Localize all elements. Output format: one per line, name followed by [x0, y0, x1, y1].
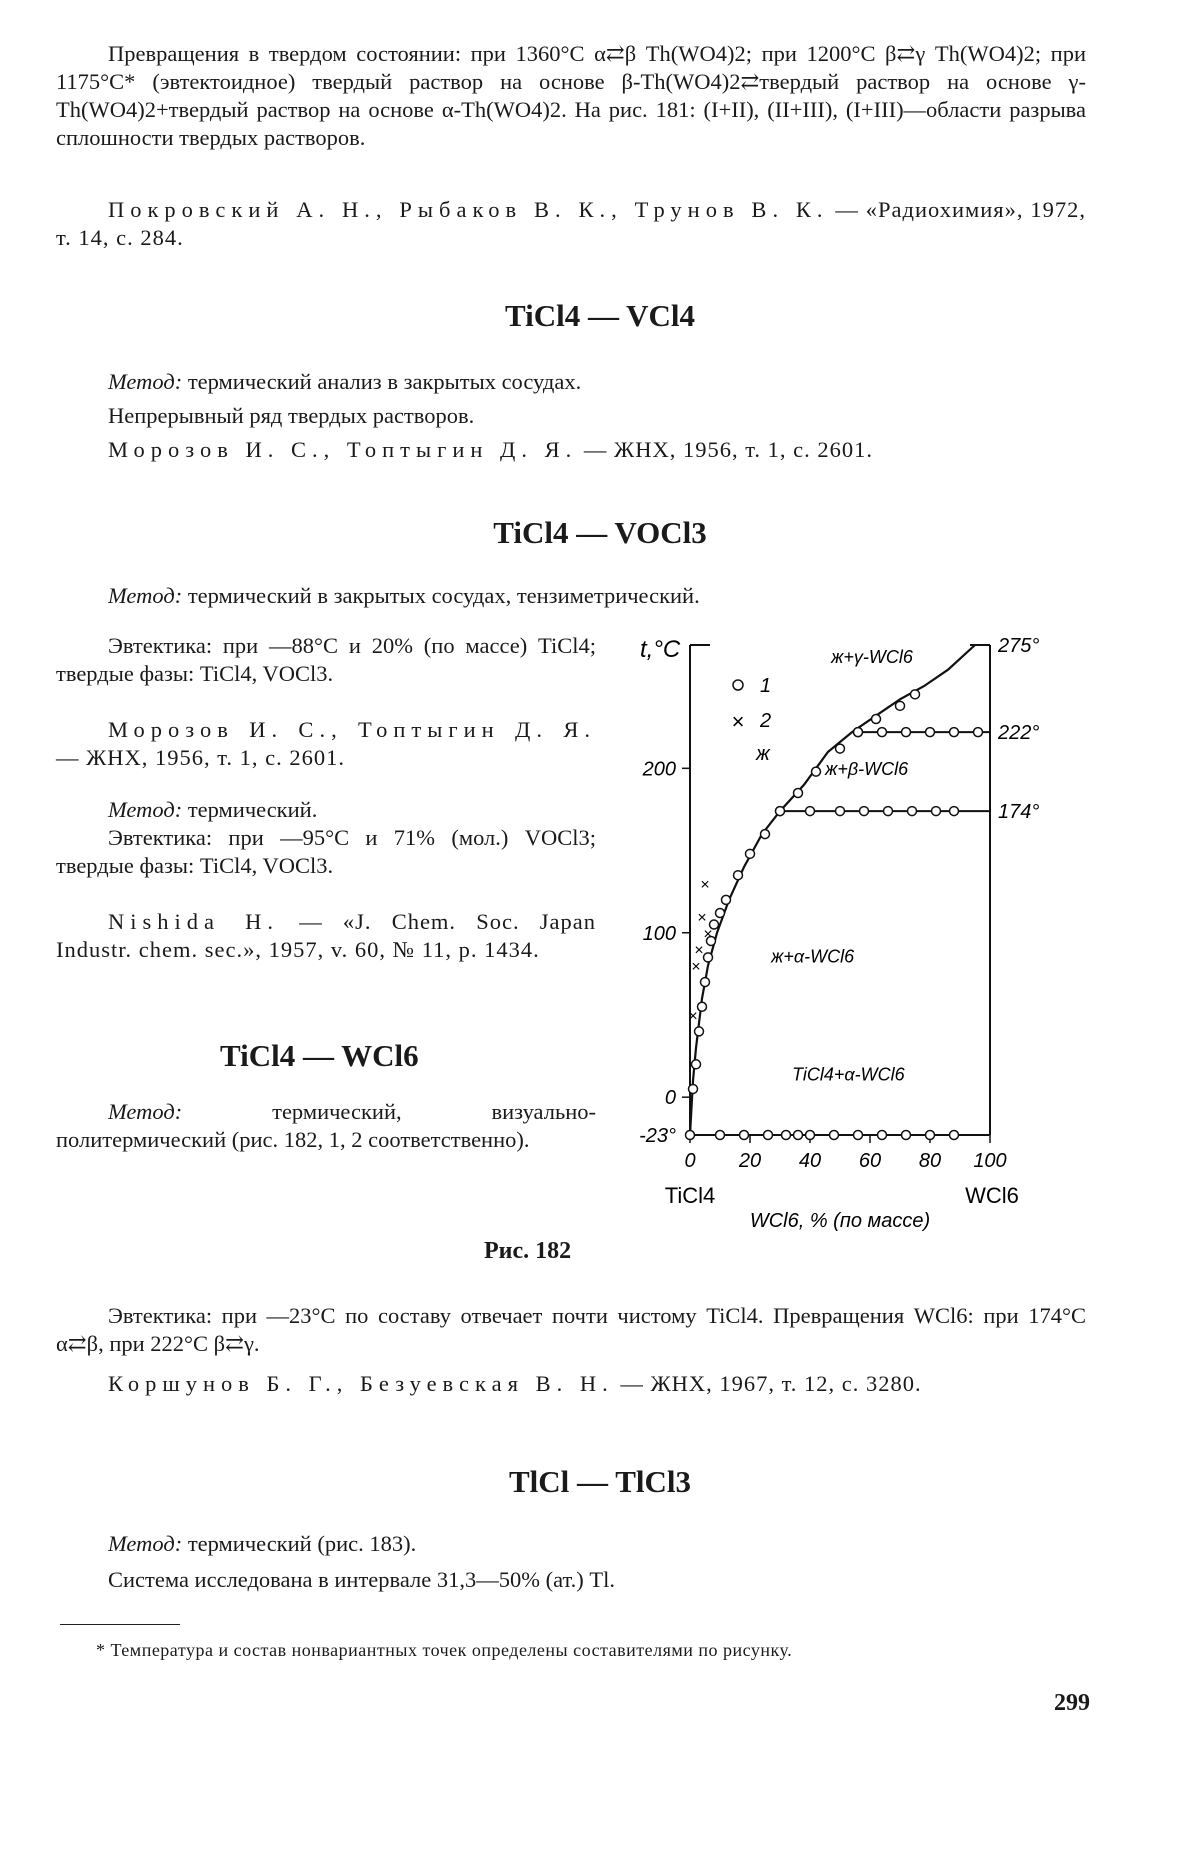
data-point — [782, 1131, 791, 1140]
intro-paragraph: Превращения в твердом состоянии: при 1360°C α⇄β Th(WO4)2; при 1200°C β⇄γ Th(WO4)2; при 1175°C* (эвтектоидное) твердый раствор на основе β-Th(WO4)2⇄твердый раствор на основе γ-Th(WO4)2+твердый раствор на основе α-Th(WO4)2. На рис. 181: (I+II), (II+III), (I+III)—области разрыва сплошности твердых растворов. — [56, 41, 1086, 150]
data-point — [704, 953, 713, 962]
section-title-tlcl-tlcl3: TlCl — TlCl3 — [508, 1464, 692, 1499]
system-range-line: Система исследована в интервале 31,3—50% (ат.) Tl. — [108, 1567, 616, 1592]
eutectic-paragraph-3: Эвтектика: при —23°C по составу отвечает почти чистому TiCl4. Превращения WCl6: при 174°C α⇄β, при 222°C β⇄γ. — [56, 1303, 1086, 1356]
method-label: Метод: — [108, 1099, 183, 1124]
right-label: 174° — [998, 801, 1040, 824]
reference-authors: Морозов И. С., Топтыгин Д. Я. — [108, 717, 596, 742]
data-point — [695, 1027, 704, 1036]
section3-reference — [56, 1370, 1086, 1398]
data-point — [926, 728, 935, 737]
reference-authors: Коршунов Б. Г., Безуевская В. Н. — [108, 1371, 614, 1396]
data-point — [689, 1084, 698, 1093]
method-line-2 — [56, 796, 596, 824]
data-point — [902, 1131, 911, 1140]
reference-authors: Морозов И. С., Топтыгин Д. Я. — [108, 437, 578, 462]
data-point — [926, 1131, 935, 1140]
data-point — [854, 728, 863, 737]
x-tick-label: 20 — [738, 1150, 762, 1172]
reference-source: — ЖНХ, 1967, т. 12, с. 3280. — [620, 1371, 922, 1396]
x-tick-label: 100 — [973, 1150, 1007, 1172]
legend-label: 1 — [760, 675, 772, 697]
data-point — [950, 1131, 959, 1140]
data-point — [896, 701, 905, 710]
eutectic-paragraph-2: Эвтектика: при —95°C и 71% (мол.) VOCl3; твердые фазы: TiCl4, VOCl3. — [56, 825, 596, 878]
intro-reference — [56, 196, 1086, 252]
data-point: × — [688, 1007, 698, 1025]
method-label: Метод: — [108, 583, 183, 608]
data-point — [932, 807, 941, 816]
data-point — [911, 690, 920, 699]
data-point — [734, 871, 743, 880]
section2-reference-2 — [56, 908, 596, 964]
data-point — [860, 807, 869, 816]
data-point — [974, 728, 983, 737]
right-label: 222° — [998, 722, 1040, 745]
region-label: ж+α-WCl6 — [771, 946, 855, 967]
method-line — [56, 1098, 596, 1154]
method-line — [56, 582, 1086, 610]
method-text: термический (рис. 183). — [187, 1531, 417, 1556]
method-line — [56, 368, 1086, 396]
data-point — [794, 788, 803, 797]
x-tick-label: 40 — [798, 1150, 822, 1172]
y-special-label: -23° — [639, 1125, 676, 1147]
data-point — [836, 807, 845, 816]
y-tick-label: 200 — [642, 758, 676, 781]
x-axis-label: WCl6, % (по массе) — [749, 1210, 931, 1232]
reference-authors: Покровский А. Н., Рыбаков В. К., Трунов В. К. — [108, 197, 829, 222]
method-label: Метод: — [108, 369, 183, 394]
data-point — [722, 895, 731, 904]
y-axis-label: t,°C — [640, 636, 681, 663]
data-point — [764, 1131, 773, 1140]
legend-marker: × — [731, 709, 745, 734]
x-tick-label: 60 — [858, 1150, 882, 1172]
data-point: × — [703, 925, 713, 943]
reference-source: — ЖНХ, 1956, т. 1, с. 2601. — [583, 437, 873, 462]
data-point — [698, 1002, 707, 1011]
data-point — [806, 807, 815, 816]
data-point — [830, 1131, 839, 1140]
data-point — [902, 728, 911, 737]
region-label: TiCl4+α-WCl6 — [792, 1064, 905, 1085]
data-point — [836, 744, 845, 753]
method-text: термический. — [187, 797, 318, 822]
method-text: термический, визуально-политермический (рис. 182, 1, 2 соответственно). — [56, 1099, 596, 1152]
y-tick-label: 0 — [664, 1087, 676, 1110]
data-point — [740, 1131, 749, 1140]
phase-diagram — [620, 625, 1050, 1265]
data-point — [701, 978, 710, 987]
data-point — [950, 728, 959, 737]
data-point — [761, 830, 770, 839]
x-right-component: WCl6 — [965, 1183, 1019, 1208]
reference-source: — «Радиохимия», 1972, т. 14, с. 284. — [56, 197, 1086, 250]
data-point — [878, 1131, 887, 1140]
section-title-ticl4-vocl3: TiCl4 — VOCl3 — [493, 515, 707, 550]
data-point: × — [691, 958, 701, 976]
section-title-ticl4-vcl4: TiCl4 — VCl4 — [504, 298, 696, 333]
data-point — [950, 807, 959, 816]
region-label: ж — [756, 743, 770, 766]
y-tick-label: 100 — [642, 922, 676, 945]
result-line: Непрерывный ряд твердых растворов. — [108, 403, 475, 428]
region-label: ж+β-WCl6 — [825, 758, 909, 779]
reference-authors: Nishida H. — [108, 909, 280, 934]
data-point — [806, 1131, 815, 1140]
data-point — [794, 1131, 803, 1140]
reference-source: — «J. Chem. Soc. Japan Industr. chem. sec.», 1957, v. 60, № 11, p. 1434. — [56, 909, 597, 962]
section-title-ticl4-wcl6: TiCl4 — WCl6 — [220, 1038, 419, 1073]
section1-reference — [56, 436, 1086, 464]
data-point — [878, 728, 887, 737]
data-point — [854, 1131, 863, 1140]
section2-reference-1 — [56, 716, 596, 772]
data-point — [776, 807, 785, 816]
data-point — [872, 714, 881, 723]
legend-marker — [733, 680, 743, 690]
legend-label: 2 — [760, 710, 772, 732]
reference-source: — ЖНХ, 1956, т. 1, с. 2601. — [56, 745, 346, 770]
x-tick-label: 0 — [684, 1150, 696, 1172]
footnote-divider — [60, 1624, 180, 1625]
data-point: × — [694, 942, 704, 960]
method-text: термический в закрытых сосудах, тензиметрический. — [187, 583, 700, 608]
footnote: * Температура и состав нонвариантных точек определены составителями по рисунку. — [96, 1640, 793, 1660]
right-label: 275° — [998, 635, 1040, 657]
figure-caption: Рис. 182 — [484, 1238, 572, 1264]
x-left-component: TiCl4 — [664, 1183, 716, 1208]
method-line — [56, 1530, 1086, 1558]
data-point: × — [697, 909, 707, 927]
data-point — [908, 807, 917, 816]
method-text: термический анализ в закрытых сосудах. — [187, 369, 582, 394]
data-point — [692, 1060, 701, 1069]
data-point — [746, 849, 755, 858]
data-point — [716, 1131, 725, 1140]
data-point — [812, 767, 821, 776]
region-label: ж+γ-WCl6 — [831, 647, 913, 668]
data-point — [716, 909, 725, 918]
page-number: 299 — [1054, 1690, 1090, 1716]
method-label: Метод: — [108, 1531, 183, 1556]
eutectic-paragraph-1: Эвтектика: при —88°C и 20% (по массе) TiCl4; твердые фазы: TiCl4, VOCl3. — [56, 633, 596, 686]
x-tick-label: 80 — [918, 1150, 942, 1172]
method-label: Метод: — [108, 797, 183, 822]
data-point — [686, 1131, 695, 1140]
data-point: × — [700, 876, 710, 894]
data-point — [884, 807, 893, 816]
